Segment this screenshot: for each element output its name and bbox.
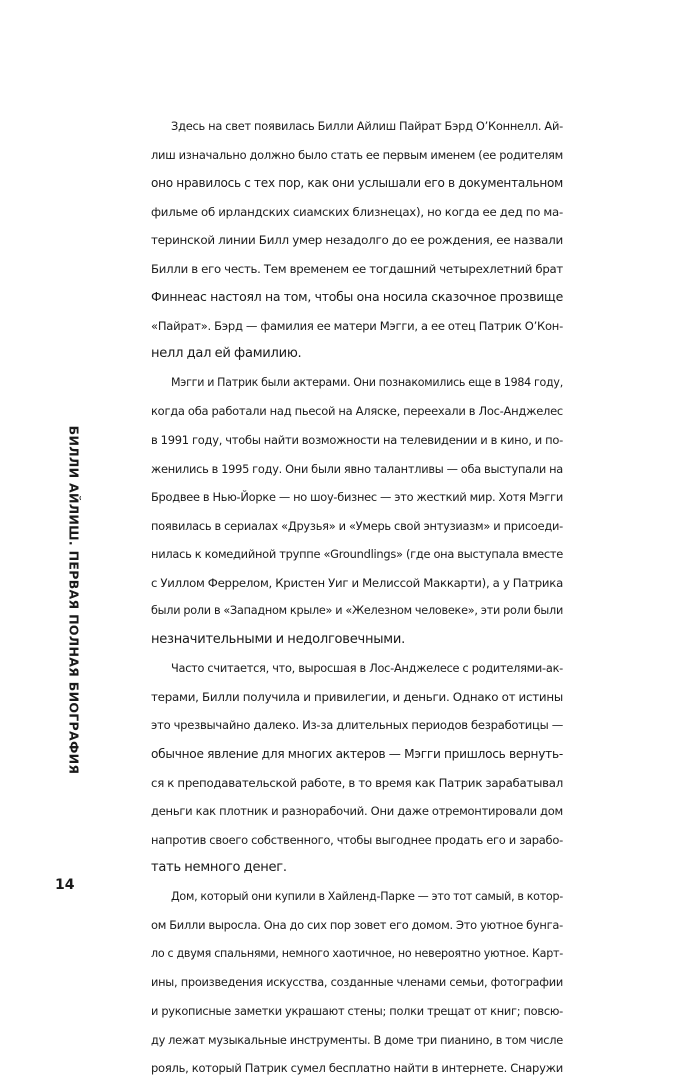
text-line: Финнеас настоял на том, чтобы она носила сказочное прозвище [151,289,563,305]
text-line: обычное явление для многих актеров — Мэгги пришлось вернуть- [151,747,563,762]
text-line: незначительными и недолговечными. [151,631,406,647]
text-line: нелл дал ей фамилию. [151,346,302,362]
text-line: Часто считается, что, выросшая в Лос-Анджелесе с родителями-ак- [171,661,563,676]
text-line: ся к преподавательской работе, в то время как Патрик зарабатывал [151,775,563,790]
text-line: напротив своего собственного, чтобы выгоднее продать его и зарабо- [151,832,563,847]
running-head: БИЛЛИ АЙЛИШ. ПЕРВАЯ ПОЛНАЯ БИОГРАФИЯ [66,425,82,775]
text-line: Бродвее в Нью-Йорке — но шоу-бизнес — это жесткий мир. Хотя Мэгги [151,490,563,505]
text-line: Дом, который они купили в Хайленд-Парке — это тот самый, в котор- [171,889,563,903]
text-line: ом Билли выросла. Она до сих пор зовет его домом. Это уютное бунга- [151,918,563,933]
text-line: когда оба работали над пьесой на Аляске, переехали в Лос-Анджелес [151,404,563,419]
text-line: Здесь на свет появилась Билли Айлиш Пайрат Бэрд О’Коннелл. Ай- [171,119,563,133]
text-line: Билли в его честь. Тем временем ее тогдашний четырехлетний брат [151,261,563,276]
text-line: «Пайрат». Бэрд — фамилия ее матери Мэгги, а ее отец Патрик О’Кон- [151,318,563,333]
text-line: теринской линии Билл умер незадолго до ее рождения, ее назвали [151,233,563,248]
text-line: с Уиллом Феррелом, Кристен Уиг и Мелиссой Маккарти), а у Патрика [151,575,563,590]
text-line: ду лежат музыкальные инструменты. В доме три пианино, в том числе [151,1032,563,1047]
paragraph-2 [131,369,563,654]
text-line: ло с двумя спальнями, немного хаотичное, но невероятно уютное. Карт- [151,946,563,960]
paragraph-3 [131,654,563,882]
text-line: это чрезвычайно далеко. Из-за длительных периодов безработицы — [151,718,563,733]
text-line: рояль, который Патрик сумел бесплатно найти в интернете. Снаружи [151,1061,563,1076]
text-line: лиш изначально должно было стать ее первым именем (ее родителям [151,147,563,162]
text-line: нилась к комедийной труппе «Groundlings» (где она выступала вместе [151,547,563,562]
paragraph-1 [131,112,563,369]
text-line: фильме об ирландских сиамских близнецах), но когда ее дед по ма- [151,204,563,219]
text-line: появилась в сериалах «Друзья» и «Умерь свой энтузиазм» и присоеди- [151,518,563,533]
text-line: тать немного денег. [151,860,287,876]
text-line: ины, произведения искусства, созданные членами семьи, фотографии [151,975,563,990]
text-line: и рукописные заметки украшают стены; полки трещат от книг; повсю- [151,1003,563,1018]
body-text [131,112,563,1083]
page-number: 14 [55,877,75,893]
text-line: были роли в «Западном крыле» и «Железном человеке», эти роли были [151,604,563,618]
text-line: деньги как плотник и разнорабочий. Они даже отремонтировали дом [151,804,563,819]
text-line: оно нравилось с тех пор, как они услышали его в документальном [151,176,563,191]
paragraph-4 [131,883,563,1083]
text-line: Мэгги и Патрик были актерами. Они познакомились еще в 1984 году, [171,375,563,389]
text-line: женились в 1995 году. Они были явно талантливы — оба выступали на [151,461,563,476]
text-line: в 1991 году, чтобы найти возможности на телевидении и в кино, и по- [151,433,563,448]
text-line: терами, Билли получила и привилегии, и деньги. Однако от истины [151,689,563,704]
